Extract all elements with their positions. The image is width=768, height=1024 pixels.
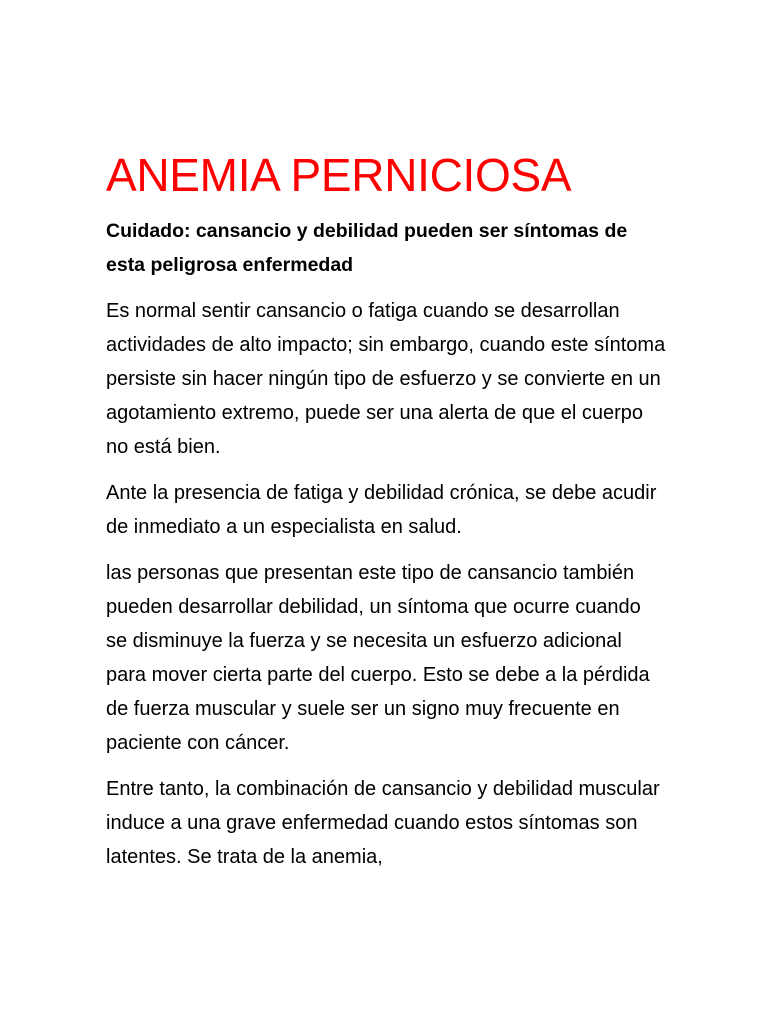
document-page [106,140,666,874]
document-title: ANEMIA PERNICIOSA [106,149,572,201]
document-subtitle: Cuidado: cansancio y debilidad pueden ser síntomas de esta peligrosa enfermedad [106,220,628,276]
paragraph-3: las personas que presentan este tipo de cansancio también pueden desarrollar debilidad, un síntoma que ocurre cuando se disminuye la fuerza y se necesita un esfuerzo adicional para mover cierta parte del cuerpo. Esto se debe a la pérdida de fuerza muscular y suele ser un signo muy frecuente en paciente con cáncer. [106,562,650,754]
paragraph-2: Ante la presencia de fatiga y debilidad crónica, se debe acudir de inmediato a un especialista en salud. [106,482,657,538]
paragraph-4: Entre tanto, la combinación de cansancio y debilidad muscular induce a una grave enfermedad cuando estos síntomas son latentes. Se trata de la anemia, [106,778,660,868]
paragraph-1: Es normal sentir cansancio o fatiga cuando se desarrollan actividades de alto impacto; sin embargo, cuando este síntoma persiste sin hacer ningún tipo de esfuerzo y se convierte en un agotamiento extremo, puede ser una alerta de que el cuerpo no está bien. [106,300,666,458]
